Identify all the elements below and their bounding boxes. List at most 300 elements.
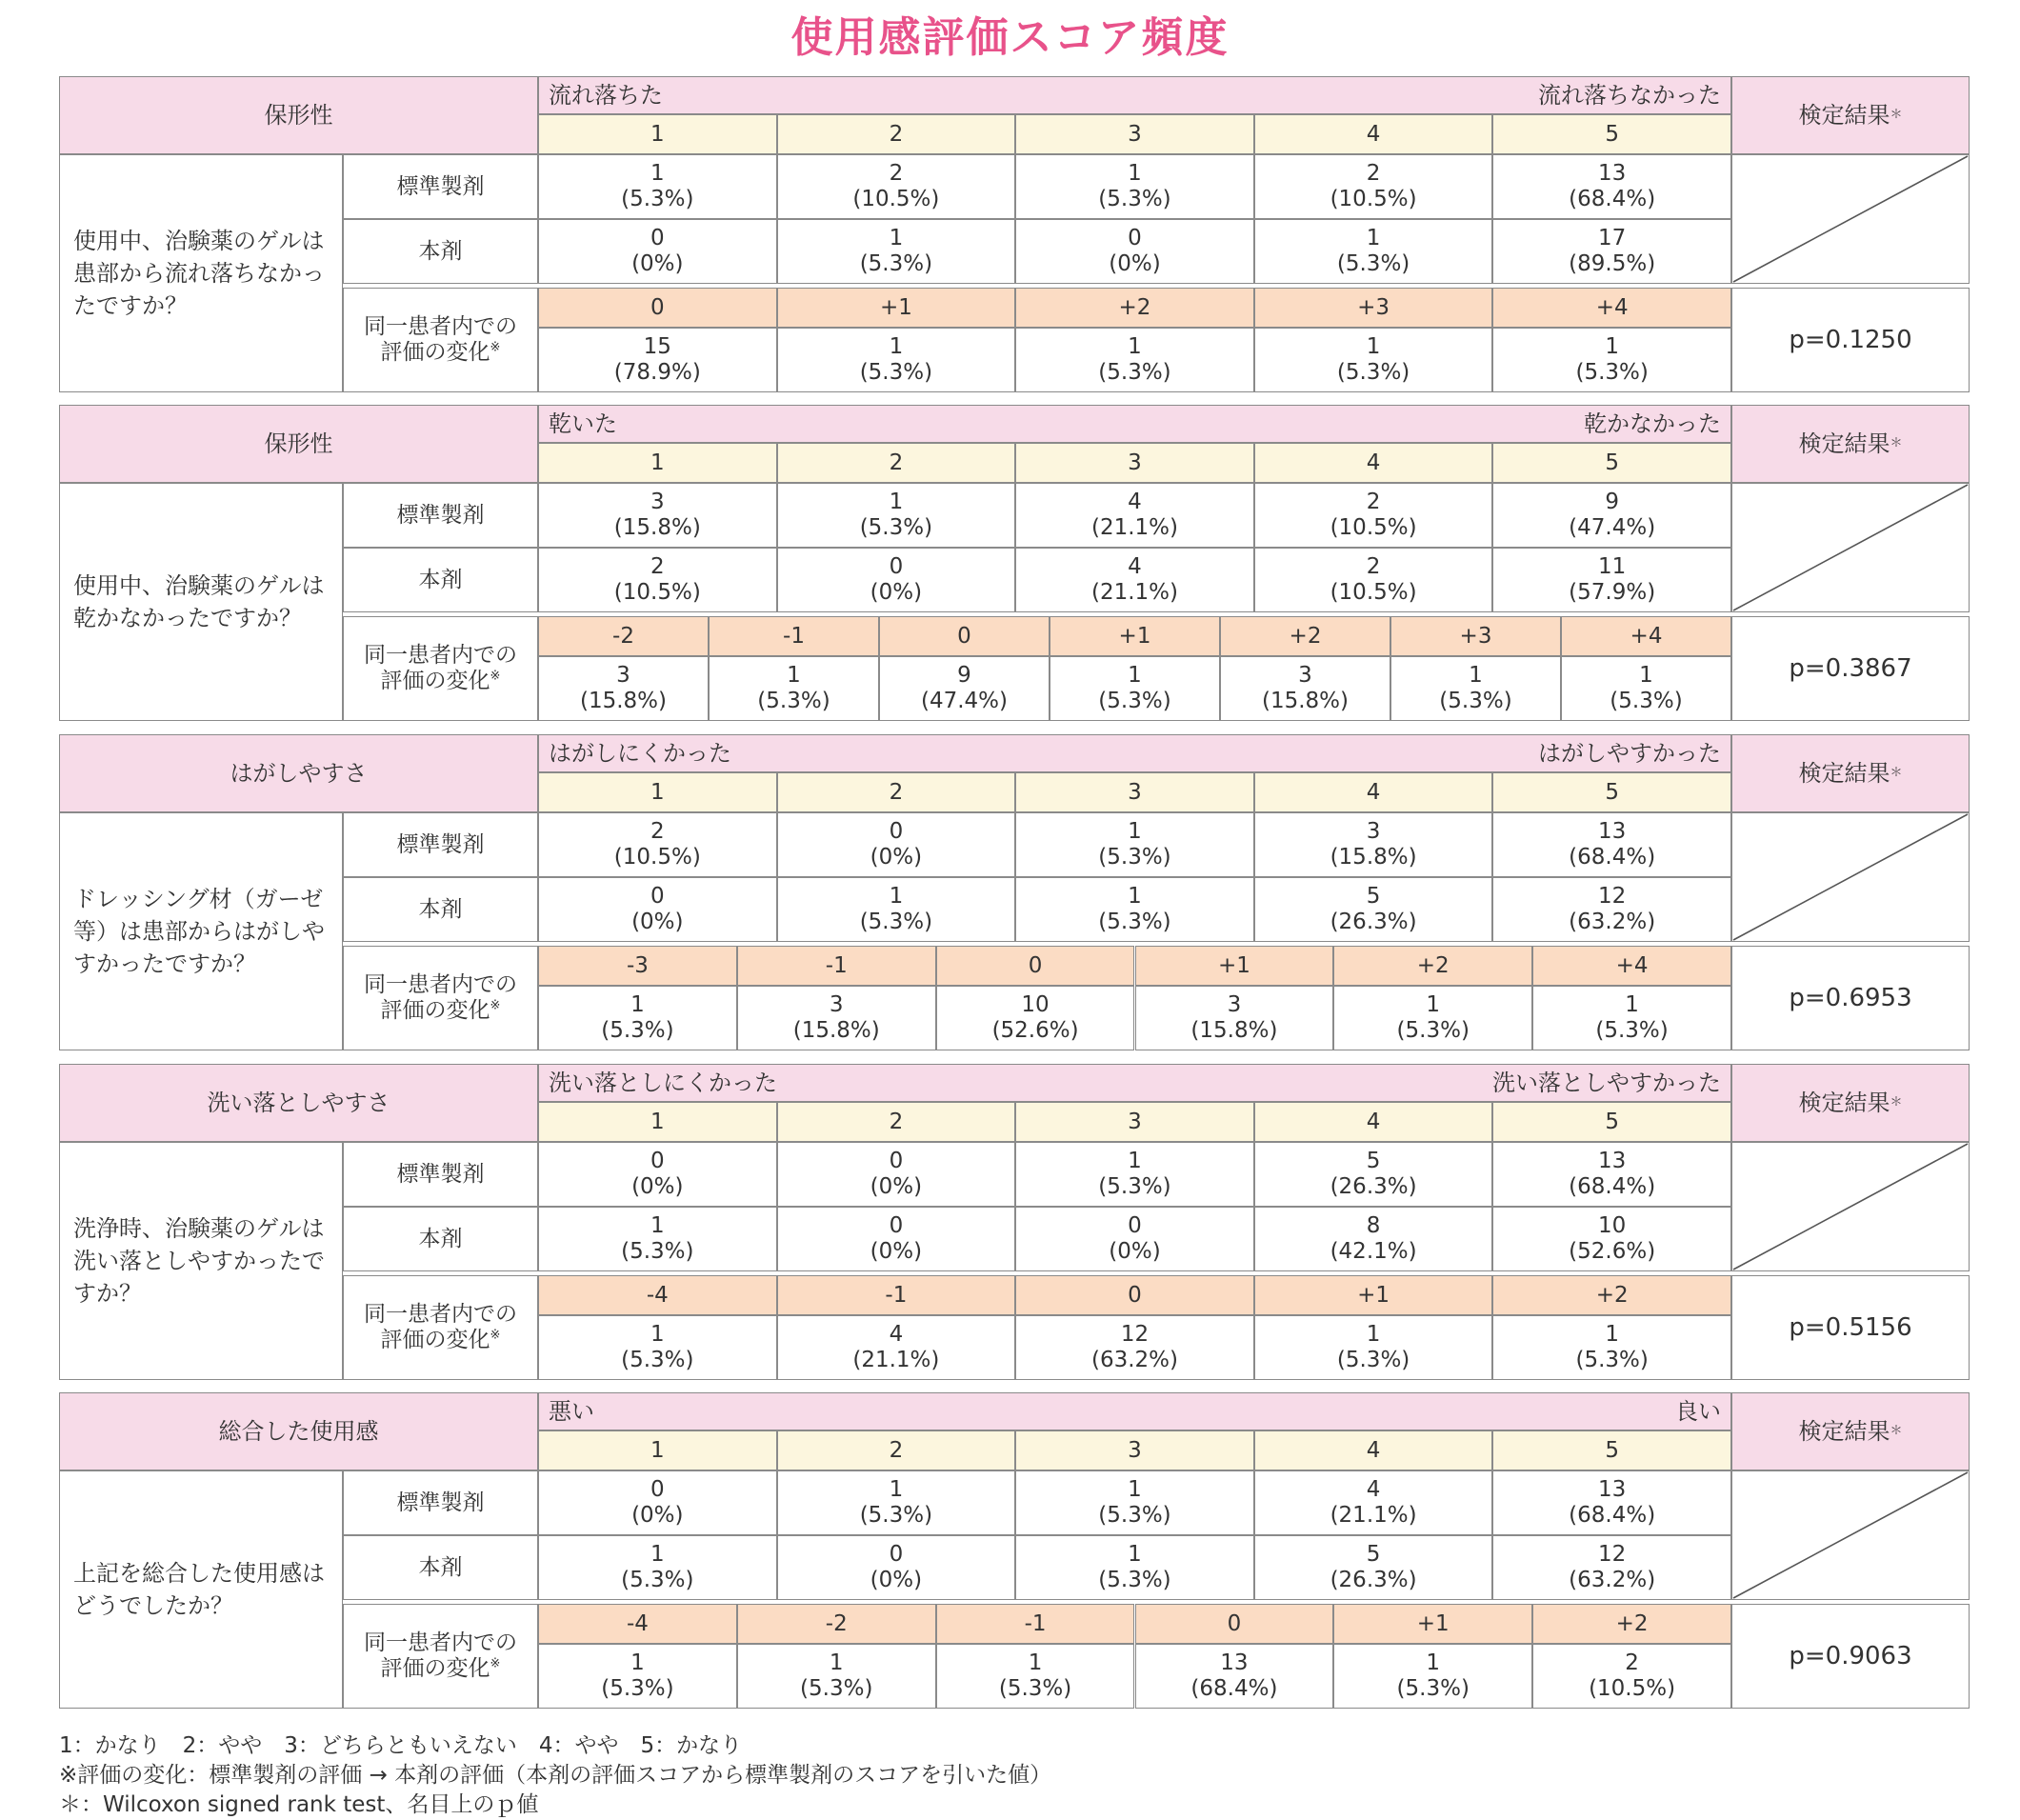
test-percent: (5.3%) xyxy=(859,910,933,934)
standard-value-text xyxy=(1330,819,1417,870)
p-value: p=0.6953 xyxy=(1731,946,1970,1050)
change-label: +1 xyxy=(1135,946,1334,986)
standard-percent: (5.3%) xyxy=(859,515,933,540)
change-percent: (5.3%) xyxy=(1396,1676,1470,1701)
test-value-text xyxy=(1330,884,1417,935)
change-value xyxy=(1135,1644,1334,1709)
test-value-text xyxy=(1109,226,1160,277)
change-label: 0 xyxy=(1135,1604,1334,1644)
change-value xyxy=(737,986,936,1050)
standard-percent: (5.3%) xyxy=(859,1503,933,1528)
test-percent: (57.9%) xyxy=(1569,580,1656,605)
category-header: 保形性 xyxy=(59,76,538,154)
standard-value xyxy=(538,812,777,877)
standard-value xyxy=(538,154,777,219)
test-percent: (5.3%) xyxy=(621,1568,694,1592)
test-value xyxy=(1015,219,1254,284)
standard-value xyxy=(1015,483,1254,548)
standard-count: 4 xyxy=(1128,490,1142,514)
test-count: 5 xyxy=(1366,1542,1381,1567)
standard-value xyxy=(777,1470,1016,1535)
test-value xyxy=(538,1535,777,1600)
change-label: +4 xyxy=(1492,288,1731,328)
anchor-left-label: はがしにくかった xyxy=(549,740,731,767)
result-header-label: 検定結果 xyxy=(1798,759,1890,787)
standard-percent: (10.5%) xyxy=(852,187,940,211)
category-header: 保形性 xyxy=(59,405,538,483)
standard-count: 1 xyxy=(1128,819,1142,844)
change-value xyxy=(1390,656,1561,721)
standard-value-text xyxy=(631,1149,683,1200)
change-percent: (63.2%) xyxy=(1090,1348,1178,1372)
standard-count: 3 xyxy=(1366,819,1381,844)
question-text: 上記を総合した使用感はどうでしたか？ xyxy=(59,1470,343,1709)
change-count: 1 xyxy=(829,1650,844,1675)
standard-value-text xyxy=(1569,1477,1655,1529)
change-label: 0 xyxy=(936,946,1135,986)
test-value xyxy=(1492,219,1731,284)
row-header-change-label: 同一患者内での 評価の変化 xyxy=(364,1302,517,1352)
standard-value xyxy=(777,1142,1016,1207)
anchor-right-label: 良い xyxy=(1675,1398,1721,1425)
change-percent: (5.3%) xyxy=(1098,689,1171,713)
change-value-text xyxy=(621,1322,693,1373)
test-percent: (63.2%) xyxy=(1569,910,1656,934)
row-header-change-mark: ※ xyxy=(490,1328,501,1343)
change-value xyxy=(936,1644,1135,1709)
change-label: -1 xyxy=(777,1275,1016,1315)
result-header: 検定結果 ＊ xyxy=(1731,734,1970,812)
change-count: 1 xyxy=(1128,334,1142,359)
standard-count: 1 xyxy=(1128,1477,1142,1502)
p-value: p=0.3867 xyxy=(1731,616,1970,721)
change-value xyxy=(1254,328,1493,392)
standard-value xyxy=(1015,1470,1254,1535)
standard-percent: (10.5%) xyxy=(1330,187,1417,211)
test-value-text xyxy=(860,226,932,277)
anchor-left-label: 流れ落ちた xyxy=(549,82,663,109)
standard-value-text xyxy=(1098,1149,1170,1200)
row-header-change-mark: ※ xyxy=(490,669,501,684)
test-value-text xyxy=(1569,1542,1655,1593)
test-value-text xyxy=(614,554,701,606)
change-percent: (5.3%) xyxy=(1336,360,1410,385)
change-value-text xyxy=(1439,663,1511,714)
standard-value-text xyxy=(1091,490,1178,541)
change-value-text xyxy=(860,334,932,386)
row-header-change-label: 同一患者内での 評価の変化 xyxy=(364,1630,517,1681)
result-header-label: 検定結果 xyxy=(1798,430,1890,457)
change-value-text xyxy=(1610,663,1682,714)
test-percent: (5.3%) xyxy=(1098,910,1171,934)
standard-percent: (0%) xyxy=(631,1503,684,1528)
score-label: 4 xyxy=(1254,1102,1493,1142)
standard-value xyxy=(1492,154,1731,219)
standard-percent: (68.4%) xyxy=(1569,1174,1656,1199)
row-header-change-label: 同一患者内での 評価の変化 xyxy=(364,972,517,1023)
category-header: 洗い落としやすさ xyxy=(59,1064,538,1142)
test-percent: (5.3%) xyxy=(621,1239,694,1264)
test-count: 11 xyxy=(1598,554,1627,579)
change-count: 1 xyxy=(1028,1650,1043,1675)
change-value xyxy=(777,328,1016,392)
change-percent: (15.8%) xyxy=(579,689,667,713)
change-label: -2 xyxy=(737,1604,936,1644)
change-label: -3 xyxy=(538,946,737,986)
test-value xyxy=(777,1207,1016,1271)
change-value-text xyxy=(1190,992,1277,1044)
change-value-text xyxy=(1098,663,1170,714)
test-count: 1 xyxy=(1128,1542,1142,1567)
change-percent: (5.3%) xyxy=(1439,689,1512,713)
test-value xyxy=(1254,1207,1493,1271)
test-value-text xyxy=(1098,884,1170,935)
row-header-test: 本剤 xyxy=(343,877,538,942)
change-value xyxy=(1050,656,1220,721)
anchor-left-label: 洗い落としにくかった xyxy=(549,1070,777,1096)
test-count: 10 xyxy=(1598,1213,1627,1238)
row-header-change-text xyxy=(364,972,517,1024)
change-count: 3 xyxy=(1227,992,1242,1017)
change-value xyxy=(709,656,879,721)
change-label: -2 xyxy=(538,616,709,656)
change-percent: (21.1%) xyxy=(852,1348,940,1372)
change-percent: (5.3%) xyxy=(859,360,933,385)
standard-value-text xyxy=(860,490,932,541)
standard-count: 1 xyxy=(1128,161,1142,186)
change-value-text xyxy=(999,1650,1071,1702)
change-label: +2 xyxy=(1492,1275,1731,1315)
test-value xyxy=(777,877,1016,942)
change-value xyxy=(538,986,737,1050)
change-count: 13 xyxy=(1220,1650,1249,1675)
standard-percent: (15.8%) xyxy=(1330,845,1417,870)
change-percent: (5.3%) xyxy=(1575,1348,1649,1372)
change-value-text xyxy=(921,663,1008,714)
change-percent: (5.3%) xyxy=(621,1348,694,1372)
test-percent: (5.3%) xyxy=(1336,251,1410,276)
change-count: 15 xyxy=(643,334,671,359)
footnote-test: ＊：Wilcoxon signed rank test、名目上のｐ値 xyxy=(59,1792,539,1817)
standard-value-text xyxy=(1098,1477,1170,1529)
standard-value-text xyxy=(614,490,701,541)
test-count: 1 xyxy=(650,1213,665,1238)
test-count: 0 xyxy=(650,226,665,250)
standard-percent: (5.3%) xyxy=(1098,1174,1171,1199)
anchor-right-label: 洗い落としやすかった xyxy=(1492,1070,1721,1096)
row-header-change-text xyxy=(364,1302,517,1353)
row-header-change-label: 同一患者内での 評価の変化 xyxy=(364,643,517,693)
standard-percent: (68.4%) xyxy=(1569,845,1656,870)
standard-count: 1 xyxy=(650,161,665,186)
change-value xyxy=(737,1644,936,1709)
change-label: 0 xyxy=(1015,1275,1254,1315)
change-count: 10 xyxy=(1021,992,1050,1017)
standard-value-text xyxy=(614,819,701,870)
test-value-text xyxy=(1569,1213,1655,1265)
standard-value-text xyxy=(1569,819,1655,870)
standard-value xyxy=(777,154,1016,219)
standard-percent: (21.1%) xyxy=(1090,515,1178,540)
test-value-text xyxy=(1569,884,1655,935)
row-header-change-text xyxy=(364,314,517,366)
footnote-change: ※評価の変化：標準製剤の評価 → 本剤の評価（本剤の評価スコアから標準製剤のスコアを引いた値） xyxy=(59,1763,1052,1788)
test-value-text xyxy=(621,1213,693,1265)
change-value-text xyxy=(1337,334,1410,386)
anchor-row xyxy=(538,1064,1731,1102)
change-value-text xyxy=(614,334,701,386)
test-value xyxy=(1254,548,1493,612)
score-label: 5 xyxy=(1492,114,1731,154)
test-value xyxy=(1015,548,1254,612)
test-percent: (26.3%) xyxy=(1330,910,1417,934)
change-value xyxy=(1333,986,1532,1050)
result-header-label: 検定結果 xyxy=(1798,1089,1890,1116)
change-percent: (5.3%) xyxy=(1396,1018,1470,1043)
change-value-text xyxy=(992,992,1079,1044)
change-value xyxy=(1532,986,1731,1050)
test-value-text xyxy=(1569,554,1655,606)
score-label: 3 xyxy=(1015,443,1254,483)
test-value-text xyxy=(1337,226,1410,277)
standard-count: 1 xyxy=(1128,1149,1142,1173)
score-label: 3 xyxy=(1015,114,1254,154)
standard-count: 13 xyxy=(1598,1149,1627,1173)
change-value-text xyxy=(580,663,667,714)
standard-percent: (5.3%) xyxy=(1098,845,1171,870)
change-label: +2 xyxy=(1220,616,1390,656)
change-count: 1 xyxy=(1426,992,1441,1017)
test-value xyxy=(1492,877,1731,942)
standard-percent: (5.3%) xyxy=(1098,187,1171,211)
result-blank-cell xyxy=(1731,1470,1970,1600)
test-value xyxy=(538,877,777,942)
standard-value-text xyxy=(1569,161,1655,212)
change-count: 1 xyxy=(1605,1322,1619,1347)
test-value xyxy=(1015,1535,1254,1600)
row-header-test: 本剤 xyxy=(343,1207,538,1271)
change-value-text xyxy=(852,1322,939,1373)
anchor-row xyxy=(538,405,1731,443)
change-label: 0 xyxy=(538,288,777,328)
question-text: 使用中、治験薬のゲルは乾かなかったですか？ xyxy=(59,483,343,721)
test-value-text xyxy=(1569,226,1655,277)
standard-value xyxy=(1492,812,1731,877)
standard-count: 13 xyxy=(1598,161,1627,186)
change-label: -1 xyxy=(936,1604,1135,1644)
test-value-text xyxy=(1091,554,1178,606)
change-label: +1 xyxy=(1254,1275,1493,1315)
row-header-change-text xyxy=(364,1630,517,1682)
standard-value-text xyxy=(1569,490,1655,541)
change-value xyxy=(538,328,777,392)
row-header-change-mark: ※ xyxy=(490,998,501,1013)
change-label: +2 xyxy=(1015,288,1254,328)
test-count: 1 xyxy=(889,226,904,250)
change-value xyxy=(1254,1315,1493,1380)
score-label: 1 xyxy=(538,1102,777,1142)
row-header-standard: 標準製剤 xyxy=(343,154,538,219)
test-value xyxy=(777,219,1016,284)
change-count: 1 xyxy=(1469,663,1483,688)
change-value xyxy=(1135,986,1334,1050)
standard-value-text xyxy=(1330,161,1417,212)
score-label: 1 xyxy=(538,772,777,812)
standard-value-text xyxy=(1330,1477,1417,1529)
p-value: p=0.5156 xyxy=(1731,1275,1970,1380)
row-header-change-label: 同一患者内での 評価の変化 xyxy=(364,314,517,365)
change-percent: (5.3%) xyxy=(601,1018,674,1043)
standard-value xyxy=(1015,154,1254,219)
change-percent: (5.3%) xyxy=(800,1676,873,1701)
test-value-text xyxy=(1098,1542,1170,1593)
score-label: 5 xyxy=(1492,1430,1731,1470)
test-count: 0 xyxy=(1128,226,1142,250)
standard-count: 1 xyxy=(889,1477,904,1502)
score-label: 5 xyxy=(1492,443,1731,483)
test-value xyxy=(1254,1535,1493,1600)
standard-percent: (21.1%) xyxy=(1330,1503,1417,1528)
change-count: 1 xyxy=(650,1322,665,1347)
standard-percent: (5.3%) xyxy=(621,187,694,211)
test-percent: (89.5%) xyxy=(1569,251,1656,276)
change-count: 1 xyxy=(1128,663,1142,688)
standard-value xyxy=(1015,1142,1254,1207)
standard-count: 2 xyxy=(1366,161,1381,186)
change-value xyxy=(538,656,709,721)
test-count: 2 xyxy=(650,554,665,579)
test-value-text xyxy=(1330,1542,1417,1593)
test-value-text xyxy=(621,1542,693,1593)
question-text: 使用中、治験薬のゲルは患部から流れ落ちなかったですか？ xyxy=(59,154,343,392)
test-count: 5 xyxy=(1366,884,1381,909)
change-label: -4 xyxy=(538,1604,737,1644)
standard-value xyxy=(1254,812,1493,877)
change-value-text xyxy=(1091,1322,1178,1373)
standard-value-text xyxy=(631,1477,683,1529)
standard-percent: (10.5%) xyxy=(613,845,701,870)
change-value-text xyxy=(1262,663,1349,714)
anchor-right-label: 流れ落ちなかった xyxy=(1538,82,1721,109)
change-percent: (52.6%) xyxy=(991,1018,1079,1043)
test-percent: (0%) xyxy=(870,580,923,605)
change-percent: (5.3%) xyxy=(1098,360,1171,385)
change-value-text xyxy=(1397,992,1470,1044)
change-percent: (68.4%) xyxy=(1190,1676,1278,1701)
standard-value xyxy=(1492,1142,1731,1207)
change-count: 1 xyxy=(1426,1650,1441,1675)
row-header-change-mark: ※ xyxy=(490,1656,501,1671)
change-percent: (5.3%) xyxy=(1610,689,1683,713)
test-value xyxy=(538,1207,777,1271)
test-value-text xyxy=(631,226,683,277)
test-count: 0 xyxy=(889,554,904,579)
change-value-text xyxy=(1337,1322,1410,1373)
test-count: 0 xyxy=(650,884,665,909)
result-blank-cell xyxy=(1731,812,1970,942)
change-label: +2 xyxy=(1532,1604,1731,1644)
anchor-row xyxy=(538,76,1731,114)
change-label: -1 xyxy=(737,946,936,986)
change-value-text xyxy=(1575,334,1648,386)
test-value xyxy=(538,548,777,612)
test-count: 2 xyxy=(1366,554,1381,579)
test-percent: (0%) xyxy=(870,1568,923,1592)
result-header: 検定結果 ＊ xyxy=(1731,1392,1970,1470)
test-percent: (0%) xyxy=(631,251,684,276)
row-header-standard: 標準製剤 xyxy=(343,812,538,877)
change-percent: (10.5%) xyxy=(1589,1676,1676,1701)
change-value-text xyxy=(793,992,880,1044)
change-value xyxy=(936,986,1135,1050)
change-label: +1 xyxy=(1050,616,1220,656)
score-label: 1 xyxy=(538,114,777,154)
footnote-scale: 1：かなり 2：やや 3：どちらともいえない 4：やや 5：かなり xyxy=(59,1733,743,1758)
score-label: 2 xyxy=(777,443,1016,483)
change-value xyxy=(1015,328,1254,392)
change-label: +3 xyxy=(1254,288,1493,328)
standard-value xyxy=(538,1470,777,1535)
standard-value xyxy=(1254,1142,1493,1207)
standard-count: 0 xyxy=(650,1477,665,1502)
test-value-text xyxy=(860,884,932,935)
test-value xyxy=(777,548,1016,612)
score-label: 2 xyxy=(777,114,1016,154)
change-count: 2 xyxy=(1625,1650,1639,1675)
change-percent: (5.3%) xyxy=(601,1676,674,1701)
standard-count: 0 xyxy=(889,819,904,844)
test-percent: (0%) xyxy=(870,1239,923,1264)
result-header: 検定結果 ＊ xyxy=(1731,76,1970,154)
change-percent: (5.3%) xyxy=(1595,1018,1669,1043)
score-label: 4 xyxy=(1254,443,1493,483)
score-label: 5 xyxy=(1492,1102,1731,1142)
standard-value xyxy=(538,483,777,548)
change-value-text xyxy=(601,992,673,1044)
change-label: +1 xyxy=(777,288,1016,328)
change-percent: (78.9%) xyxy=(613,360,701,385)
test-count: 12 xyxy=(1598,884,1627,909)
change-count: 3 xyxy=(829,992,844,1017)
standard-percent: (68.4%) xyxy=(1569,187,1656,211)
test-count: 0 xyxy=(889,1213,904,1238)
page-title: 使用感評価スコア頻度 xyxy=(790,13,1230,62)
standard-percent: (47.4%) xyxy=(1569,515,1656,540)
change-count: 4 xyxy=(889,1322,904,1347)
change-count: 1 xyxy=(889,334,904,359)
change-percent: (5.3%) xyxy=(1575,360,1649,385)
anchor-left-label: 悪い xyxy=(549,1398,594,1425)
test-value-text xyxy=(631,884,683,935)
test-count: 1 xyxy=(650,1542,665,1567)
result-header: 検定結果 ＊ xyxy=(1731,405,1970,483)
test-percent: (10.5%) xyxy=(1330,580,1417,605)
standard-percent: (15.8%) xyxy=(613,515,701,540)
row-header-change xyxy=(343,1275,538,1380)
change-count: 1 xyxy=(1605,334,1619,359)
row-header-test: 本剤 xyxy=(343,1535,538,1600)
change-percent: (15.8%) xyxy=(1190,1018,1278,1043)
test-percent: (5.3%) xyxy=(1098,1568,1171,1592)
test-value-text xyxy=(870,1213,922,1265)
change-count: 1 xyxy=(630,1650,645,1675)
score-label: 3 xyxy=(1015,1102,1254,1142)
change-value-text xyxy=(1190,1650,1277,1702)
change-value-text xyxy=(1595,992,1668,1044)
score-label: 2 xyxy=(777,1102,1016,1142)
change-value xyxy=(1532,1644,1731,1709)
row-header-change-text xyxy=(364,643,517,694)
